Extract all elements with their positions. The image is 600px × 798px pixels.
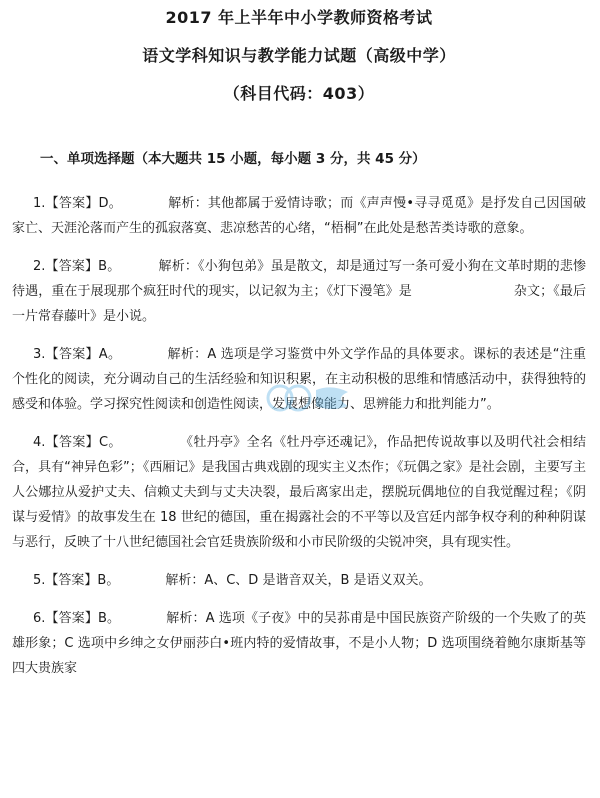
analysis-text: 解析：A、C、D 是谐音双关，B 是语义双关。 (165, 573, 432, 588)
analysis-text-continued: 杂文；《最后一片常春藤叶》是小说。 (12, 284, 586, 324)
section-heading: 一、单项选择题（本大题共 15 小题，每小题 3 分，共 45 分） (40, 151, 426, 167)
analysis-text: 解析：《小狗包弟》虽是散文，却是通过写一条可爱小狗在文革时期的悲惨待遇，重在于展现那个疯狂时代的现实，以记叙为主；《灯下漫笔》是 (12, 259, 586, 299)
answer-label: 4.【答案】C。 (33, 435, 122, 450)
question-5 (12, 568, 586, 593)
question-3 (12, 342, 586, 417)
answer-label: 3.【答案】A。 (33, 347, 122, 362)
analysis-text: 解析：其他都属于爱情诗歌；而《声声慢•寻寻觅觅》是抒发自己因国破家亡、天涯沦落而产生的孤寂落寞、悲凉愁苦的心绪，“梧桐”在此处是愁苦类诗歌的意象。 (12, 196, 586, 236)
question-2 (12, 254, 586, 329)
subject-code: （科目代码：403） (223, 84, 375, 103)
analysis-text: 《牡丹亭》全名《牡丹亭还魂记》，作品把传说故事以及明代社会相结合，具有“神异色彩”；《西厢记》是我国古典戏剧的现实主义杰作；《玩偶之家》是社会剧，主要写主人公娜拉从爱护丈夫、信赖丈夫到与丈夫决裂，最后离家出走，摆脱玩偶地位的自我觉醒过程；《阴谋与爱情》的故事发生在 18 世纪的德国，重在揭露社会的不平等以及宫廷内部争权夺利的种种阴谋与恶行，反映了十八世纪德国社会官廷贵族阶级和小市民阶级的尖锐冲突，具有现实性。 (12, 435, 586, 550)
answer-label: 2.【答案】B。 (33, 259, 121, 274)
exam-subtitle: 语文学科知识与教学能力试题（高级中学） (142, 46, 456, 65)
answer-label: 5.【答案】B。 (33, 573, 120, 588)
answer-label: 6.【答案】B。 (33, 611, 121, 626)
question-6 (12, 606, 586, 681)
analysis-text: 解析：A 选项《子夜》中的吴荪甫是中国民族资产阶级的一个失败了的英雄形象；C 选项中乡绅之女伊丽莎白•班内特的爱情故事，不是小人物；D 选项围绕着鲍尔康斯基等四大贵族家 (12, 611, 586, 676)
answer-label: 1.【答案】D。 (33, 196, 123, 211)
exam-title: 2017 年上半年中小学教师资格考试 (165, 8, 433, 27)
question-1 (12, 191, 586, 241)
analysis-text: 解析：A 选项是学习鉴赏中外文学作品的具体要求。课标的表述是“注重个性化的阅读，充分调动自己的生活经验和知识积累，在主动积极的思维和情感活动中，获得独特的感受和体验。学习探究性阅读和创造性阅读，发展想像能力、思辨能力和批判能力”。 (12, 347, 587, 412)
question-4 (12, 430, 586, 555)
